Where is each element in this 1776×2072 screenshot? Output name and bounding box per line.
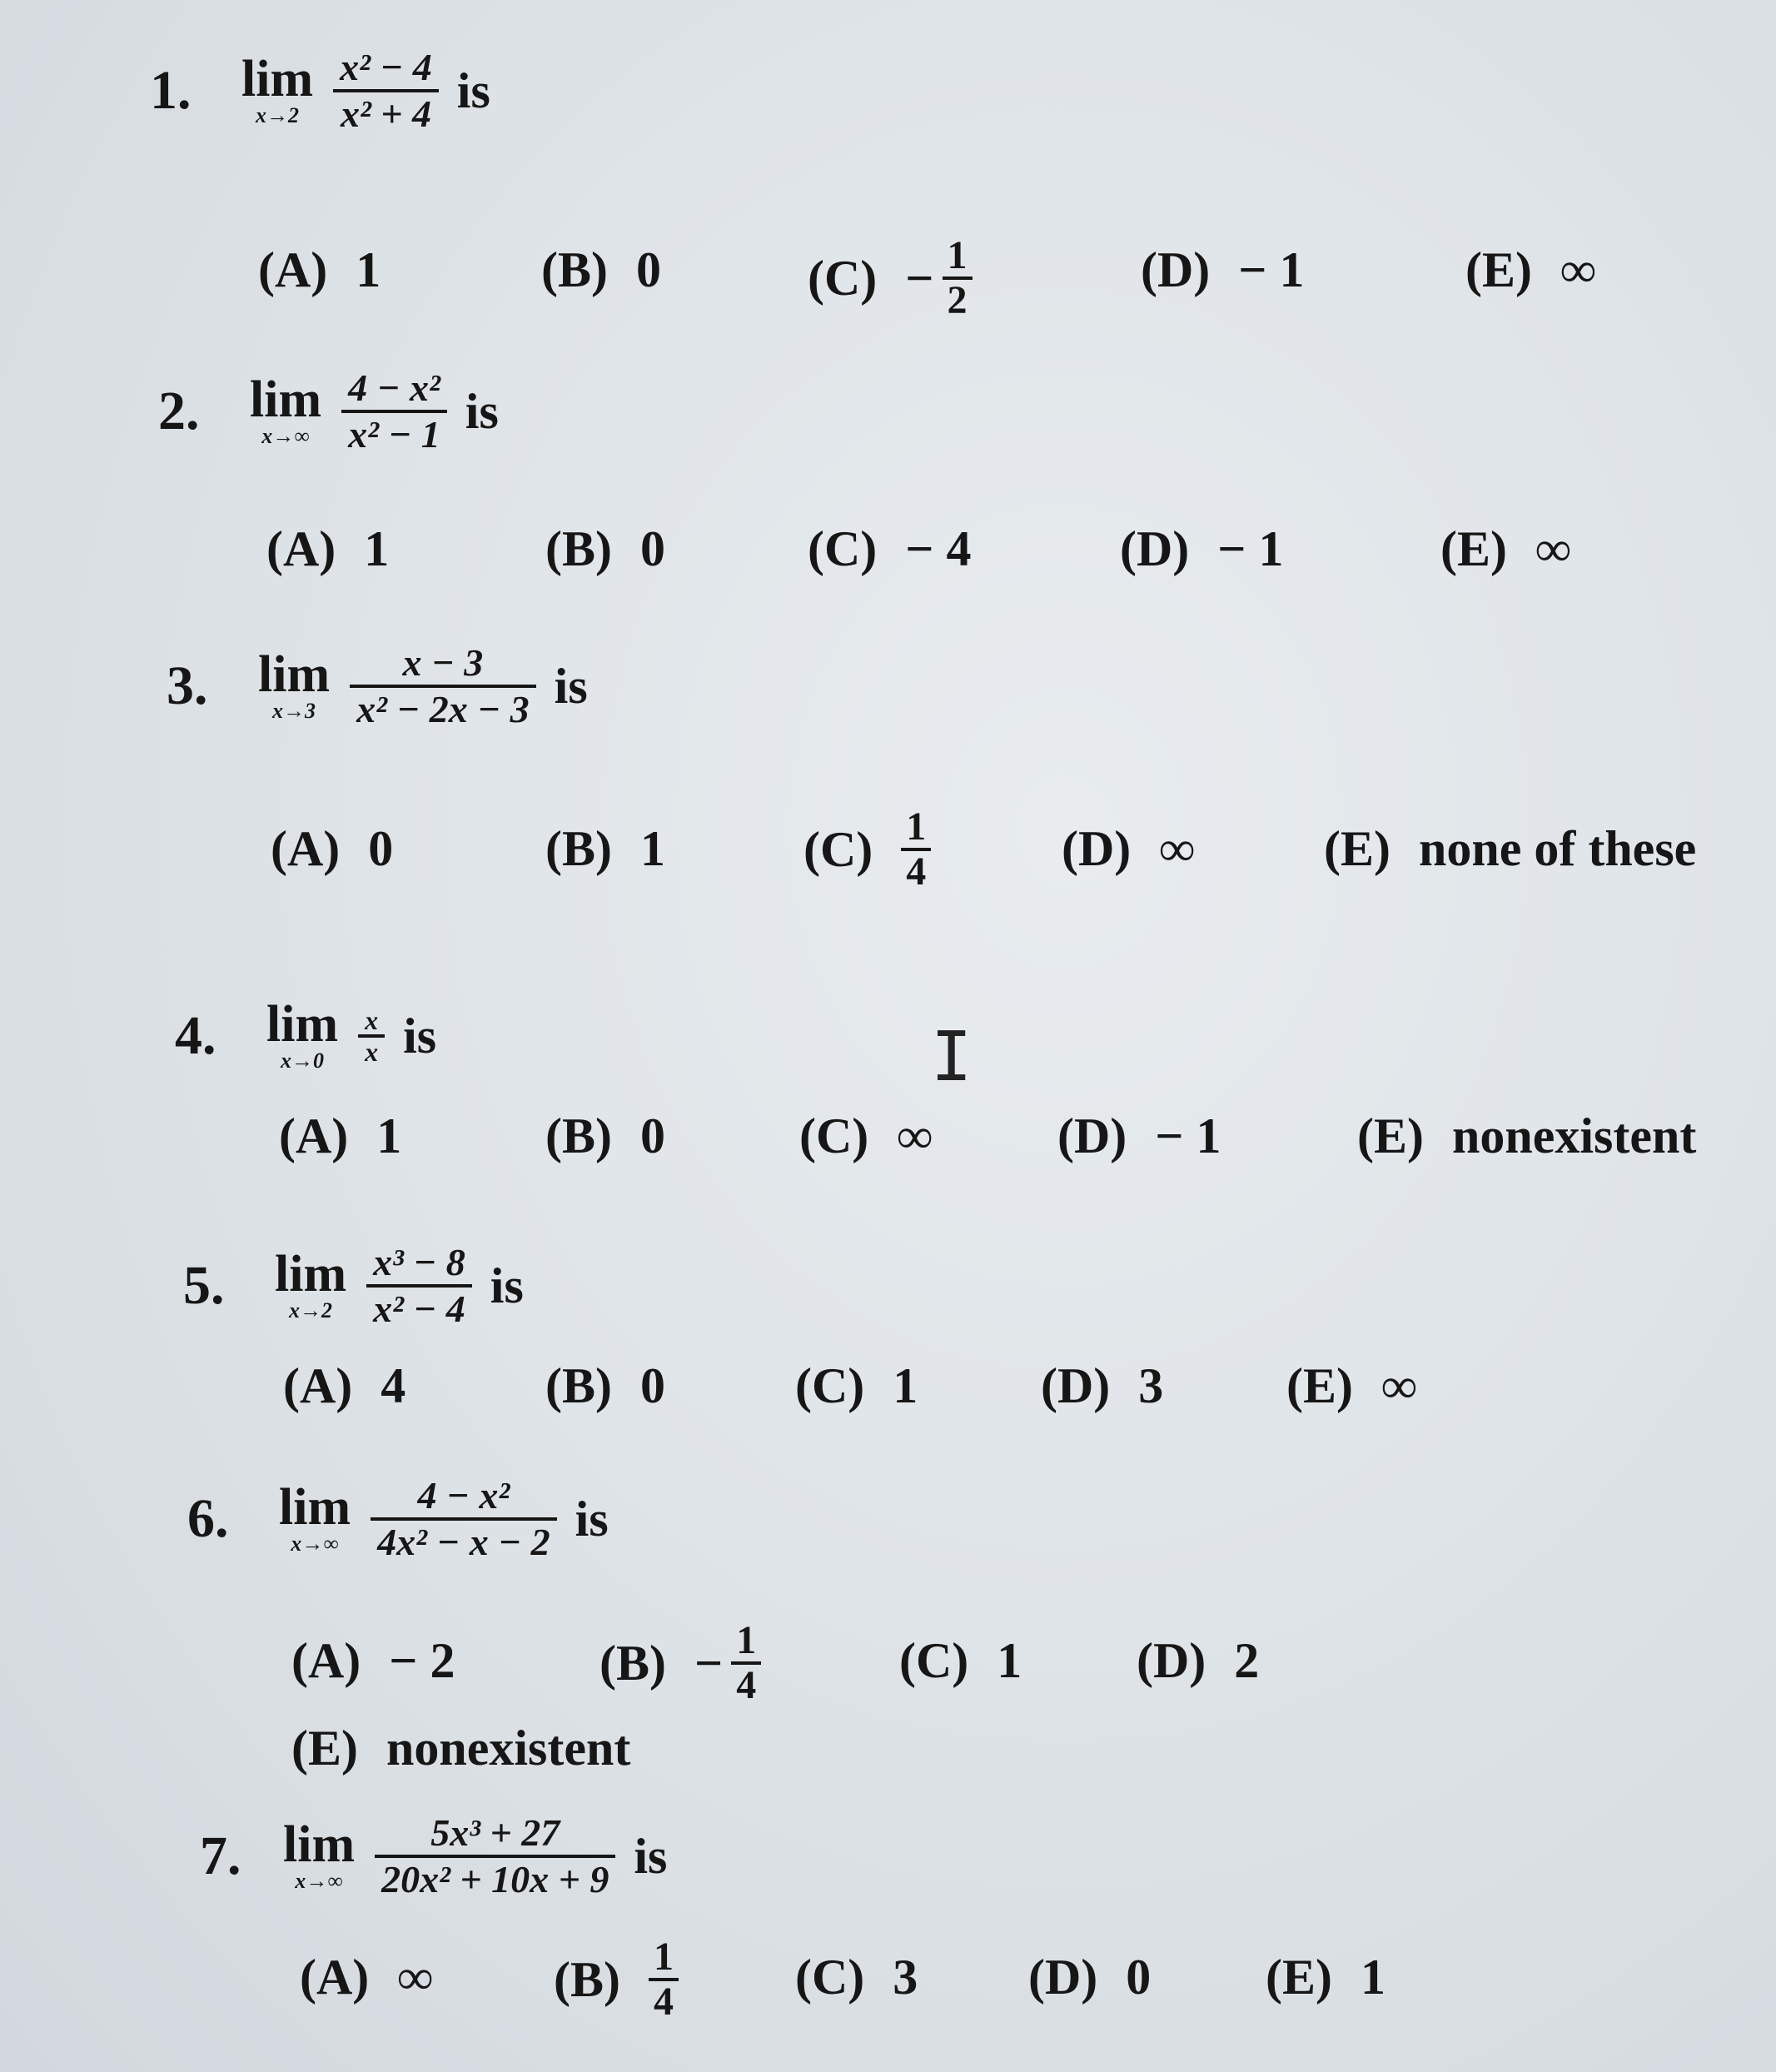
option-7a[interactable]: (A) ∞: [300, 1950, 434, 2005]
option-6b[interactable]: (B) − 1 4: [599, 1620, 761, 1706]
limit-operator: lim x→∞: [250, 371, 322, 448]
option-4c[interactable]: (C) ∞: [799, 1108, 933, 1163]
option-7b[interactable]: (B) 1 4: [554, 1936, 679, 2023]
option-3e[interactable]: (E) none of these: [1324, 821, 1697, 876]
text-cursor-icon: I: [931, 1018, 973, 1097]
option-7d[interactable]: (D) 0: [1028, 1950, 1152, 2005]
limit-operator: lim x→2: [275, 1246, 347, 1322]
option-3c[interactable]: (C) 1 4: [803, 806, 931, 893]
option-1a[interactable]: (A) 1: [258, 242, 381, 297]
is-text: is: [490, 1258, 524, 1313]
option-4b[interactable]: (B) 0: [545, 1108, 665, 1163]
question-6: [187, 1474, 609, 1564]
option-6c[interactable]: (C) 1: [899, 1633, 1022, 1688]
is-text: is: [634, 1828, 668, 1884]
option-2a[interactable]: (A) 1: [266, 521, 390, 576]
question-1: [150, 46, 490, 136]
option-2e[interactable]: (E) ∞: [1440, 521, 1571, 576]
option-2b[interactable]: (B) 0: [545, 521, 665, 576]
option-5e[interactable]: (E) ∞: [1286, 1358, 1417, 1413]
option-4d[interactable]: (D) − 1: [1057, 1108, 1221, 1163]
option-4a[interactable]: (A) 1: [279, 1108, 402, 1163]
is-text: is: [575, 1491, 609, 1547]
limit-operator: lim x→∞: [279, 1479, 351, 1556]
option-7e[interactable]: (E) 1: [1266, 1950, 1385, 2005]
limit-expression: $\frac{\text{x² − 4}}{\text{x² + 4}}$: [333, 46, 439, 136]
option-1c[interactable]: (C) − 1 2: [808, 235, 973, 321]
question-number: 2.: [158, 381, 200, 441]
limit-expression: $\frac{\text{4 − x²}}{\text{x² − 1}}$: [341, 366, 447, 456]
limit-expression: $\frac{\text{x³ − 8}}{\text{x² − 4}}$: [366, 1241, 472, 1331]
is-text: is: [456, 62, 490, 118]
option-4e[interactable]: (E) nonexistent: [1357, 1108, 1697, 1163]
option-3b[interactable]: (B) 1: [545, 821, 665, 876]
option-2d[interactable]: (D) − 1: [1120, 521, 1284, 576]
is-text: is: [554, 658, 588, 714]
limit-expression: $\frac{x - 3}{\text{x² − 2x − 3}}$: [350, 641, 536, 731]
option-6d[interactable]: (D) 2: [1137, 1633, 1260, 1688]
question-3: [167, 641, 588, 731]
is-text: is: [465, 383, 499, 439]
limit-operator: lim x→3: [258, 646, 331, 723]
question-number: 4.: [175, 1005, 216, 1066]
option-5d[interactable]: (D) 3: [1041, 1358, 1164, 1413]
question-2: [158, 366, 499, 456]
option-7c[interactable]: (C) 3: [795, 1950, 918, 2005]
limit-expression: $\frac{\text{5x³ + 27}}{\text{20x² + 10x + 9}}$: [375, 1811, 615, 1901]
limit-operator: lim x→0: [266, 996, 339, 1073]
option-5c[interactable]: (C) 1: [795, 1358, 918, 1413]
option-1d[interactable]: (D) − 1: [1141, 242, 1305, 297]
option-1b[interactable]: (B) 0: [541, 242, 661, 297]
question-number: 7.: [200, 1825, 241, 1886]
limit-operator: lim x→∞: [283, 1816, 356, 1893]
is-text: is: [403, 1008, 437, 1063]
question-number: 6.: [187, 1488, 229, 1549]
limit-expression: $\frac{x}{x}$: [358, 1006, 385, 1066]
option-6e[interactable]: (E) nonexistent: [291, 1721, 631, 1776]
question-5: [183, 1241, 524, 1331]
question-4: [175, 996, 437, 1073]
option-1e[interactable]: (E) ∞: [1465, 242, 1596, 297]
option-3d[interactable]: (D) ∞: [1062, 821, 1196, 876]
question-number: 3.: [167, 655, 208, 716]
option-5a[interactable]: (A) 4: [283, 1358, 406, 1413]
option-5b[interactable]: (B) 0: [545, 1358, 665, 1413]
option-3a[interactable]: (A) 0: [271, 821, 394, 876]
limit-operator: lim x→2: [241, 51, 314, 127]
option-6a[interactable]: (A) − 2: [291, 1633, 455, 1688]
question-7: [200, 1811, 667, 1901]
option-2c[interactable]: (C) − 4: [808, 521, 972, 576]
question-number: 5.: [183, 1255, 225, 1316]
limit-expression: $\frac{\text{4 − x²}}{\text{4x² − x − 2}}$: [371, 1474, 557, 1564]
question-number: 1.: [150, 60, 192, 121]
